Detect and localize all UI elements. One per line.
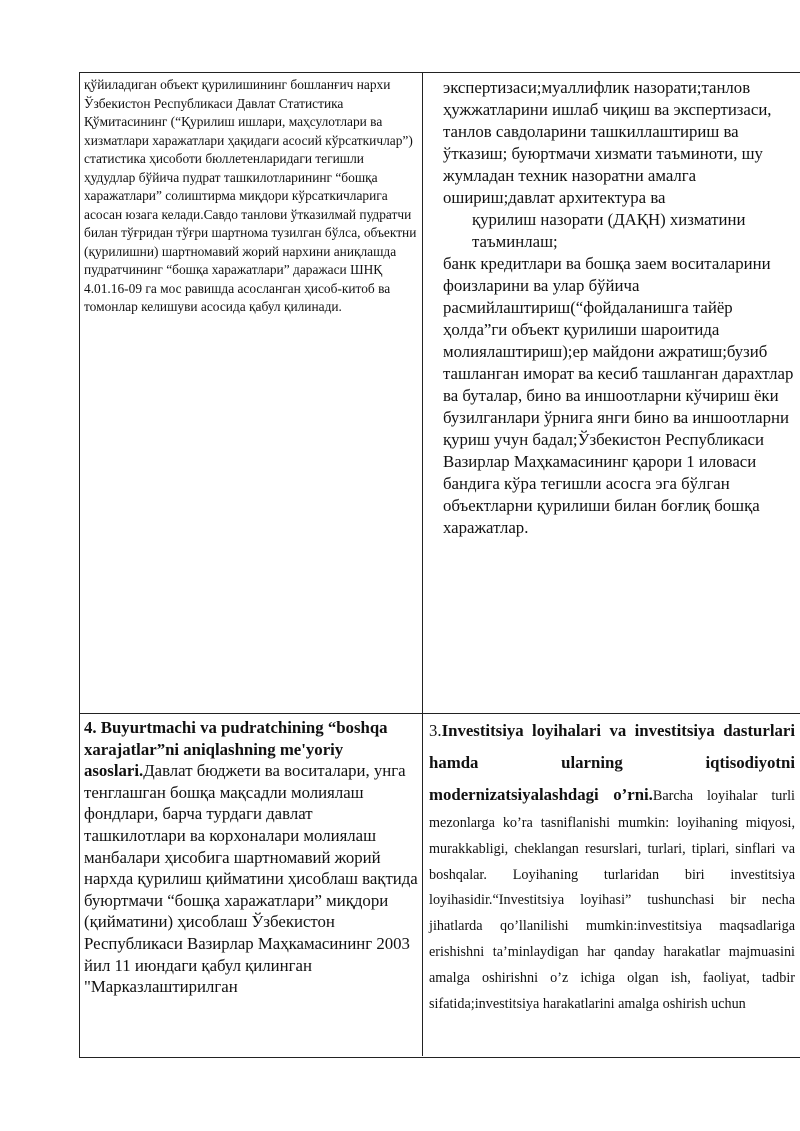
cell-top-right [443, 77, 795, 539]
cell-top-right-part-a: экспертизаси;муаллифлик назорати;танлов ҳужжатларини ишлаб чиқиш ва экспертизаси, танлов савдоларини ташкиллаштириш ва ўтказиш; буюртмачи хизмати таъминоти, шу жумладан техник назоратни амалга ошириш;давлат архитектура ва [443, 78, 772, 207]
cell-bottom-left-text [84, 717, 418, 998]
cell-bottom-right [429, 715, 795, 1017]
cell-bottom-right-text [429, 715, 795, 1017]
cell-top-right-part-c: банк кредитлари ва бошқа заем воситаларини фоизларини ва улар бўйича расмийлаштириш(“фойдаланишга тайёр ҳолда”ги объект қурилиши шароитида молиялаштириш);ер майдони ажратиш;бузиб ташланган иморат ва кесиб ташланган дарахтлар ва буталар, бино ва иншоотларни кўчириш ёки бузилганлари ўрнига янги бино ва иншоотларни қуриш учун бадал;Ўзбекистон Республикаси Вазирлар Маҳкамасининг қарори 1 иловаси бандига кўра тегишли асосга эга бўлган объектларни қурилиши билан боғлиқ бошқа харажатлар. [443, 254, 794, 537]
column-divider [422, 72, 423, 1056]
cell-top-right-text [443, 77, 795, 539]
section-3-title: Investitsiya loyihalari va investitsiya dasturlari hamda ularning iqtisodiyotni modernizatsiyalashdagi o’rni. [429, 721, 795, 804]
section-3-body: Barcha loyihalar turli mezonlarga ko’ra tasniflanishi mumkin: loyihaning miqyosi, murakkabligi, cheklangan resurslari, turlari, tiplari, sinflari va boshqalar. Loyihaning turlaridan biri investitsiya loyihasidir.“Investitsiya loyihasi” tushunchasi bir necha jihatlarda qo’llanilishi mumkin:investitsiya maqsadlariga erishishni ta’minlaydigan har qanday harakatlar majmuasini amalga oshirishni o’z ichiga olgan ish, faoliyat, tadbir sifatida;investitsiya harakatlarini amalga oshirish uchun [429, 788, 795, 1012]
cell-bottom-left [84, 717, 418, 998]
cell-top-right-part-b: қурилиш назорати (ДАҚН) хизматини таъминлаш; [472, 210, 746, 251]
section-4-body: Давлат бюджети ва воситалари, унга тенглашган бошқа мақсадли молиялаш фондлари, барча турдаги давлат ташкилотлари ва корхоналари молиялаш манбалари ҳисобига шартномавий жорий нархда қурилиш қийматини ҳисоблаш вақтида буюртмачи “бошқа харажатлари” миқдори (қийматини) ҳисоблаш Ўзбекистон Республикаси Вазирлар Маҳкамасининг 2003 йил 11 июндаги қабул қилинган "Марказлаштирилган [84, 761, 418, 997]
cell-top-left [84, 76, 418, 317]
cell-top-left-text: қўйиладиган объект қурилишининг бошланғич нархи Ўзбекистон Республикаси Давлат Статистика Қўмитасининг (“Қурилиш ишлари, маҳсулотлари ва хизматлари харажатлари ҳақидаги асосий кўрсаткичлар”) статистика ҳисоботи бюллетенларидаги тегишли ҳудудлар бўйича пудрат ташкилотларининг “бошқа харажатлари” солиштирма миқдори кўрсаткичларига асосан юзага келади.Савдо танлови ўтказилмай пудратчи билан тўғридан тўғри шартнома тузилган бўлса, объектни (қурилишни) шартномавий жорий нархини аниқлашда пудратчининг “бошқа харажатлари” даражаси ШНҚ 4.01.16-09 га мос равишда асосланган ҳисоб-китоб ва томонлар келишуви асосида қабул қилинади. [84, 77, 417, 314]
row-divider [79, 713, 800, 714]
section-3-number: 3. [429, 721, 442, 740]
section-4-heading: 4. Buyurtmachi va pudratchining “boshqa xarajatlar”ni aniqlashning me'yoriy asoslari. [84, 718, 388, 781]
